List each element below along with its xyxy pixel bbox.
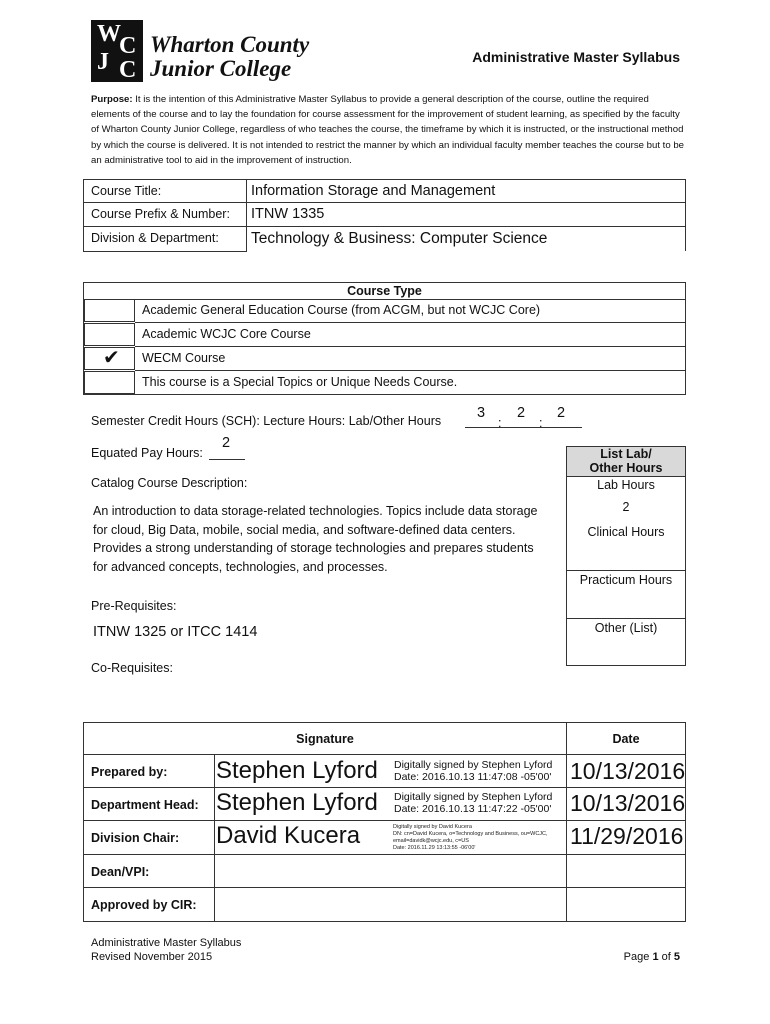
logo-letter: J <box>97 49 109 75</box>
footer-line: Administrative Master Syllabus <box>91 937 242 949</box>
course-type-option-core: Academic WCJC Core Course <box>142 327 311 341</box>
lab-hours-heading <box>567 447 685 476</box>
equated-underline <box>209 459 245 460</box>
clinical-hours-label: Clinical Hours <box>587 525 665 539</box>
divider <box>83 887 686 888</box>
division-chair-signature: David Kucera <box>216 822 361 849</box>
footer-line: Revised November 2015 <box>91 951 213 963</box>
catalog-description <box>93 502 538 576</box>
prereq-label: Pre-Requisites: <box>91 599 177 613</box>
digital-signature-line: DN: cn=David Kucera, o=Technology and Business, ou=WCJC, <box>393 831 548 837</box>
page-number <box>624 950 680 964</box>
footer-left <box>91 936 241 964</box>
page-current: 1 <box>652 951 659 963</box>
purpose-paragraph <box>91 92 686 168</box>
division-chair-date: 11/29/2016 <box>570 823 684 849</box>
coreq-label: Co-Requisites: <box>91 661 173 675</box>
document-title: Administrative Master Syllabus <box>472 49 680 65</box>
college-logo-mark <box>91 20 143 82</box>
sch-underline <box>465 427 582 428</box>
lab-hours-value: 2 <box>622 500 630 514</box>
divider <box>566 722 567 922</box>
lecture-separator: : <box>539 416 543 430</box>
logo-letter: W <box>97 21 121 47</box>
college-name-line2: Junior College <box>150 56 292 81</box>
prepared-by-digital-signature <box>394 759 552 783</box>
lab-hours-label: Lab Hours <box>597 478 655 492</box>
sch-label: Semester Credit Hours (SCH): Lecture Hours: Lab/Other Hours <box>91 414 442 428</box>
catalog-line: Provides a strong understanding of storage technologies and prepares students <box>93 541 534 555</box>
college-name-line1: Wharton County <box>150 32 310 57</box>
division-value: Technology & Business: Computer Science <box>247 227 686 251</box>
date-header: Date <box>612 732 640 746</box>
approved-by-cir-label: Approved by CIR: <box>91 898 197 912</box>
of-word: of <box>661 951 671 963</box>
prepared-by-date: 10/13/2016 <box>570 758 686 784</box>
equated-pay-value: 2 <box>222 435 231 451</box>
course-type-option-wecm: WECM Course <box>142 351 226 365</box>
course-type-checkbox-acgm[interactable] <box>84 299 135 322</box>
digital-signature-line: email=davidk@wcjc.edu, c=US <box>393 838 469 844</box>
course-type-option-acgm: Academic General Education Course (from ACGM, but not WCJC Core) <box>142 303 541 317</box>
divider <box>83 787 686 788</box>
department-head-label: Department Head: <box>91 798 199 812</box>
lecture-hours-value: 2 <box>517 405 526 421</box>
purpose-text: It is the intention of this Administrative Master Syllabus to provide a general description of the course, outline the required elements of the course and to lay the foundation for course assessment for the improvement of student learning, as specified by the faculty of Wharton County Junior College, regardless of who teaches the course, the timeframe by which it is instructed, or the instructional method by which the course is delivered. It is not intended to restrict the manner by which an individual faculty member teaches the course but to be an administrative tool to aid in the improvement of instruction. <box>91 94 684 166</box>
division-chair-label: Division Chair: <box>91 831 180 845</box>
digital-signature-line: Digitally signed by Stephen Lyford <box>394 791 553 803</box>
college-name <box>150 33 309 81</box>
digital-signature-line: Date: 2016.10.13 11:47:22 -05'00' <box>394 803 552 815</box>
catalog-line: for advanced concepts, technologies, and processes. <box>93 559 388 574</box>
catalog-line: for cloud, Big Data, mobile, social media, and software-defined data centers. <box>93 522 516 537</box>
digital-signature-line: Digitally signed by David Kucera <box>393 824 472 830</box>
digital-signature-line: Date: 2016.11.29 13:13:55 -06'00' <box>393 845 476 851</box>
divider <box>566 618 686 619</box>
practicum-hours-label: Practicum Hours <box>579 573 673 587</box>
course-type-checkbox-special[interactable] <box>84 371 135 394</box>
course-title-label: Course Title: <box>83 179 247 203</box>
course-type-option-special: This course is a Special Topics or Unique Needs Course. <box>142 375 458 389</box>
catalog-label: Catalog Course Description: <box>91 476 248 490</box>
prereq-value: ITNW 1325 or ITCC 1414 <box>93 624 258 640</box>
page-total: 5 <box>673 951 680 963</box>
department-head-date: 10/13/2016 <box>570 790 686 816</box>
purpose-label: Purpose: <box>91 94 133 105</box>
digital-signature-line: Digitally signed by Stephen Lyford <box>394 759 553 771</box>
divider <box>83 820 686 821</box>
course-type-checkbox-core[interactable] <box>84 323 135 346</box>
divider <box>214 754 215 922</box>
dean-vpi-label: Dean/VPI: <box>91 865 150 879</box>
catalog-line: An introduction to data storage-related technologies. Topics include data storage <box>93 504 538 518</box>
sch-value: 3 <box>477 405 486 421</box>
other-hours-label: Other (List) <box>594 621 658 635</box>
digital-signature-line: Date: 2016.10.13 11:47:08 -05'00' <box>394 771 552 783</box>
logo-letter: C <box>119 57 137 83</box>
department-head-signature: Stephen Lyford <box>216 789 378 816</box>
heading-line: Other Hours <box>589 461 663 475</box>
lab-hours-value: 2 <box>557 405 566 421</box>
divider <box>83 754 686 755</box>
signature-header: Signature <box>296 732 354 746</box>
prepared-by-label: Prepared by: <box>91 765 168 779</box>
heading-line: List Lab/ <box>600 447 652 461</box>
check-icon: ✔ <box>103 347 120 369</box>
division-chair-digital-signature <box>393 824 548 852</box>
divider <box>566 570 686 571</box>
course-prefix-value: ITNW 1335 <box>247 203 686 227</box>
course-type-title: Course Type <box>347 284 422 298</box>
divider <box>83 854 686 855</box>
course-title-value: Information Storage and Management <box>247 179 686 203</box>
prepared-by-signature: Stephen Lyford <box>216 757 378 784</box>
equated-pay-label: Equated Pay Hours: <box>91 446 203 460</box>
department-head-digital-signature <box>394 791 552 815</box>
course-prefix-label: Course Prefix & Number: <box>83 203 247 227</box>
page-word: Page <box>623 951 650 963</box>
sch-separator: : <box>498 416 502 430</box>
logo-letter: C <box>119 33 137 59</box>
division-label: Division & Department: <box>83 227 247 252</box>
